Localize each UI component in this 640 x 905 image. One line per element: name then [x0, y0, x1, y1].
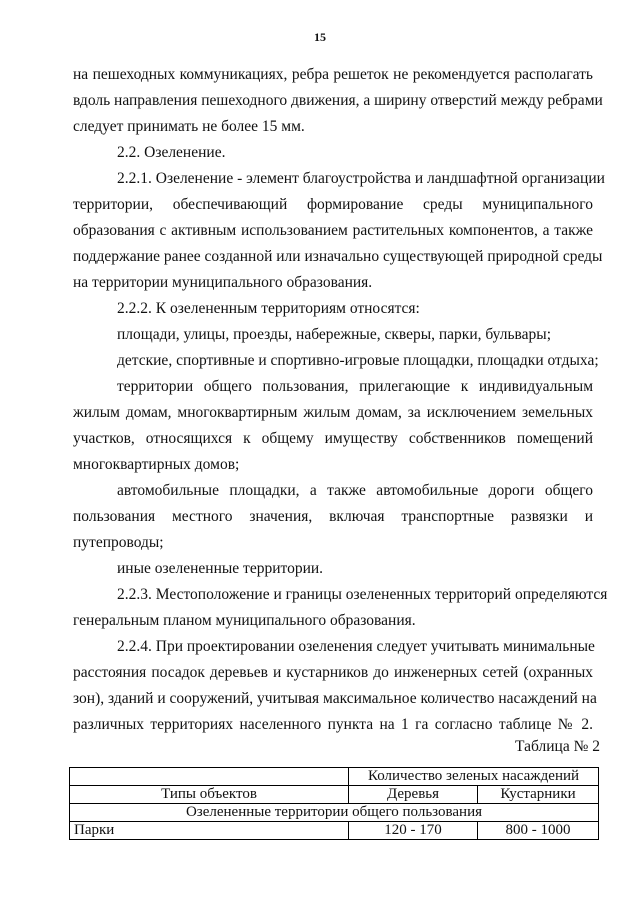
- list-item: детские, спортивные и спортивно-игровые площадки, площадки отдыха;: [117, 352, 599, 369]
- section-cell: Озелененные территории общего пользования: [70, 804, 599, 822]
- table-row: [70, 822, 599, 840]
- table-header-row: [70, 786, 599, 804]
- list-item: автомобильные площадки, а также автомобильные дороги общего: [117, 482, 593, 499]
- cell-trees: 120 - 170: [349, 822, 478, 840]
- green-spaces-table: [69, 767, 599, 840]
- text-line: 2.2.1. Озеленение - элемент благоустройства и ландшафтной организации: [117, 170, 605, 187]
- text-line: образования с активным использованием растительных компонентов, а также: [73, 222, 593, 239]
- text-line: пользования местного значения, включая транспортные развязки и: [73, 508, 593, 525]
- table-header-row: [70, 768, 599, 786]
- section-heading: 2.2. Озеленение.: [117, 144, 226, 161]
- list-item: территории общего пользования, прилегающие к индивидуальным: [117, 378, 593, 395]
- page-number: 15: [314, 30, 326, 44]
- table-section-row: [70, 804, 599, 822]
- text-line: участков, относящихся к общему имуществу собственников помещений: [73, 430, 593, 447]
- text-line: на территории муниципального образования.: [73, 274, 373, 291]
- list-item: иные озелененные территории.: [117, 560, 324, 577]
- text-line: различных территориях населенного пункта на 1 га согласно таблице № 2.: [73, 716, 593, 733]
- text-line: жилым домам, многоквартирным жилым домам, за исключением земельных: [73, 404, 593, 421]
- text-line: многоквартирных домов;: [73, 456, 240, 473]
- list-item: площади, улицы, проезды, набережные, скверы, парки, бульвары;: [117, 326, 552, 343]
- text-line: вдоль направления пешеходного движения, а ширину отверстий между ребрами: [73, 92, 603, 109]
- header-cell-type: Типы объектов: [70, 786, 349, 804]
- section-heading: 2.2.2. К озелененным территориям относятся:: [117, 300, 420, 317]
- table-caption: Таблица № 2: [515, 738, 600, 755]
- text-line: следует принимать не более 15 мм.: [73, 118, 305, 135]
- text-line: территории, обеспечивающий формирование среды муниципального: [73, 196, 593, 213]
- cell-type: Парки: [70, 822, 349, 840]
- text-line: расстояния посадок деревьев и кустарников до инженерных сетей (охранных: [73, 664, 593, 681]
- header-cell-shrubs: Кустарники: [478, 786, 599, 804]
- section-heading: 2.2.4. При проектировании озеленения следует учитывать минимальные: [117, 638, 595, 655]
- text-line: генеральным планом муниципального образования.: [73, 612, 416, 629]
- section-heading: 2.2.3. Местоположение и границы озелененных территорий определяются: [117, 586, 608, 603]
- header-cell-empty: [70, 768, 349, 786]
- text-line: поддержание ранее созданной или изначально существующей природной среды: [73, 248, 603, 265]
- header-group-cell: Количество зеленых насаждений: [349, 768, 599, 786]
- text-line: путепроводы;: [73, 534, 164, 551]
- text-line: на пешеходных коммуникациях, ребра решеток не рекомендуется располагать: [73, 66, 593, 83]
- header-cell-trees: Деревья: [349, 786, 478, 804]
- cell-shrubs: 800 - 1000: [478, 822, 599, 840]
- text-line: зон), зданий и сооружений, учитывая максимальное количество насаждений на: [73, 690, 597, 707]
